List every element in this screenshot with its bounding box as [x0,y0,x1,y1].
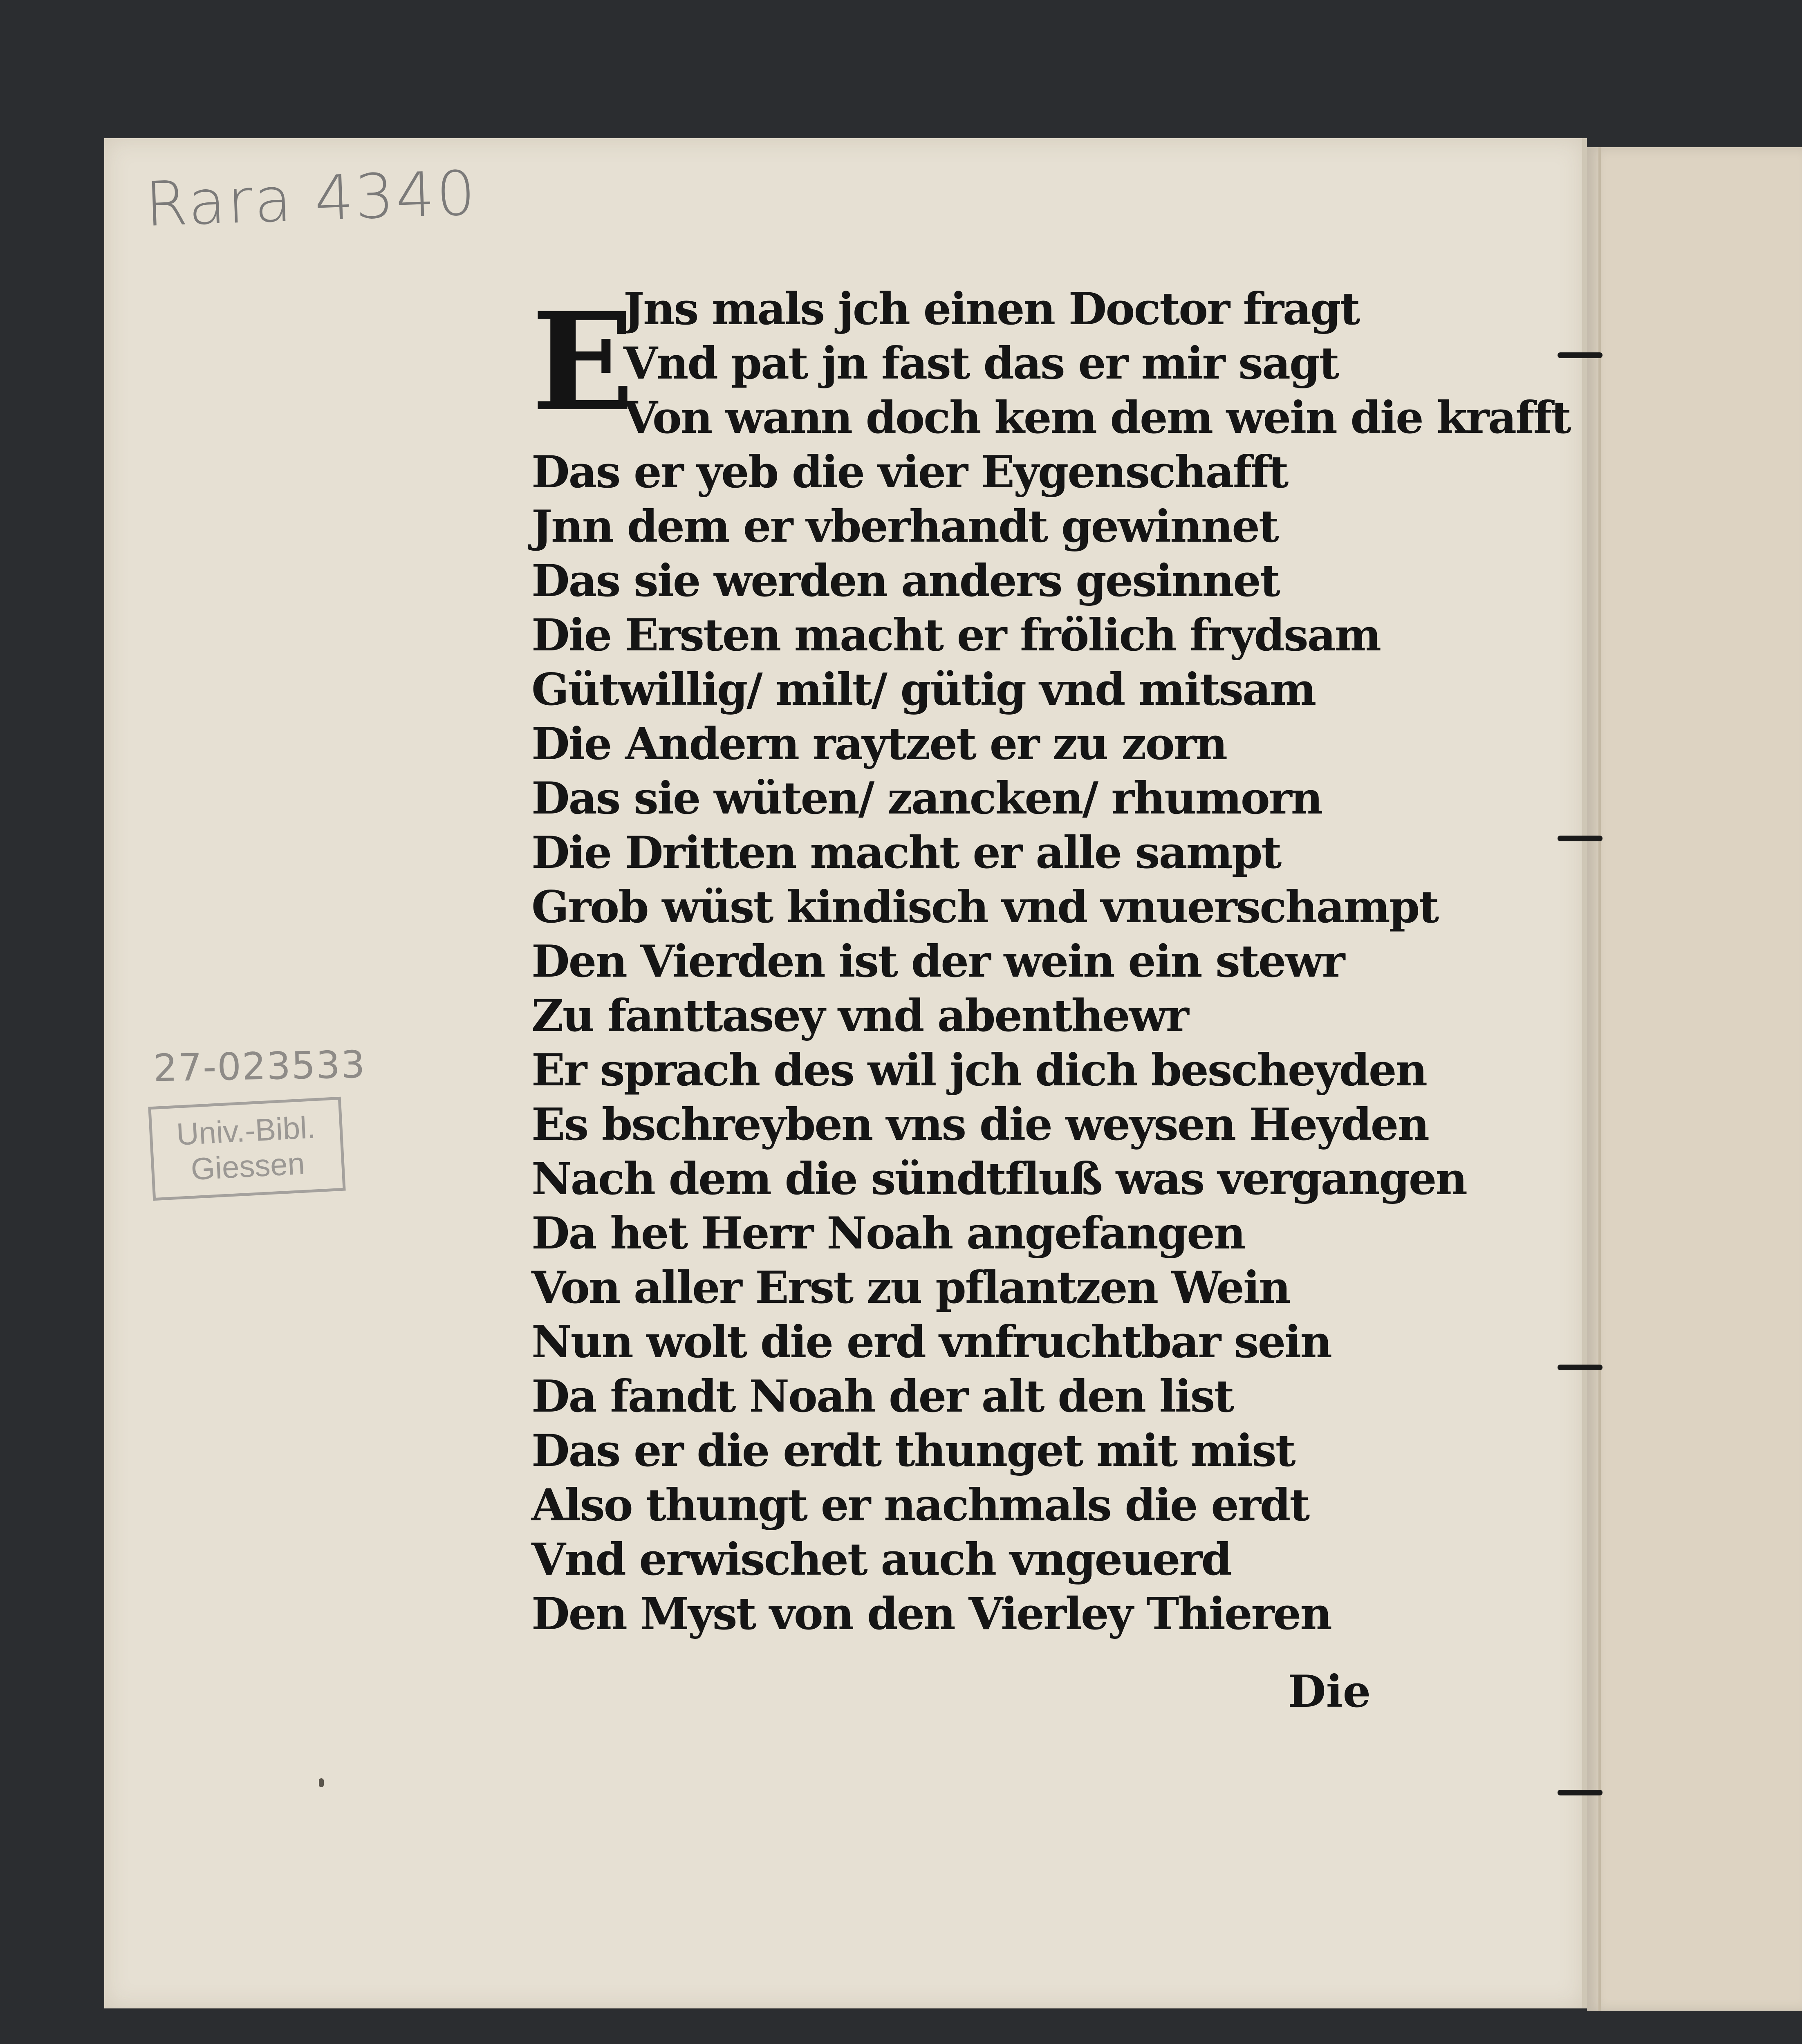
verse-line: Da het Herr Noah angefangen [531,1208,1245,1259]
verse-line: Von aller Erst zu pflantzen Wein [531,1262,1290,1313]
verse-line: Von wann doch kem dem wein die krafft [623,392,1570,444]
verse-line: Die Ersten macht er frölich frydsam [531,610,1380,661]
verse-line: Die Dritten macht er alle sampt [531,827,1281,879]
verse-line: Da fandt Noah der alt den list [531,1371,1233,1422]
binding-stitch [1558,836,1603,841]
decorated-initial: E [531,282,634,441]
stamp-line-2: Giessen [190,1146,306,1187]
binding-gutter [1582,138,1587,2008]
binding-stitch [1558,1365,1603,1370]
verse-line: Das er yeb die vier Eygenschafft [531,446,1288,498]
shelfmark-pencil: Rara 4340 [144,157,478,241]
verse-line: Grob wüst kindisch vnd vnuerschampt [531,881,1438,933]
verse-line: Das sie wüten/ zancken/ rhumorn [531,773,1322,824]
verse-line: Den Vierden ist der wein ein stewr [531,936,1344,987]
verse-line: Also thungt er nachmals die erdt [531,1479,1309,1531]
facing-page [1587,147,1802,2011]
verse-line: Den Myst von den Vierley Thieren [531,1588,1331,1640]
verse-line: Vnd pat jn fast das er mir sagt [623,338,1338,389]
facing-page-edge [1598,147,1601,2011]
binding-stitch [1558,352,1603,358]
binding-stitch [1558,1790,1603,1795]
verse-line: Vnd erwischet auch vngeuerd [531,1534,1231,1585]
verse-line: Die Andern raytzet er zu zorn [531,718,1227,770]
verse-line: Das er die erdt thunget mit mist [531,1425,1295,1477]
paper-speck [319,1778,324,1787]
catchword: Die [1288,1666,1371,1717]
library-stamp [148,1097,345,1201]
verse-line: Nach dem die sündtfluß was vergangen [531,1153,1466,1205]
verse-line: Es bschreyben vns die weysen Heyden [531,1099,1428,1150]
accession-number: 27-023533 [153,1042,366,1090]
verse-line: Er sprach des wil jch dich bescheyden [531,1044,1427,1096]
verse-line: Gütwillig/ milt/ gütig vnd mitsam [531,664,1316,715]
verse-line: Nun wolt die erd vnfruchtbar sein [531,1316,1331,1368]
verse-text-block [531,282,1570,1641]
stamp-line-1: Univ.-Bibl. [175,1109,317,1152]
verse-line: Jnn dem er vberhandt gewinnet [531,501,1278,552]
verse-line: Das sie werden anders gesinnet [531,555,1279,607]
verse-line: Jns mals jch einen Doctor fragt [623,283,1359,335]
verse-line: Zu fanttasey vnd abenthewr [531,990,1188,1042]
